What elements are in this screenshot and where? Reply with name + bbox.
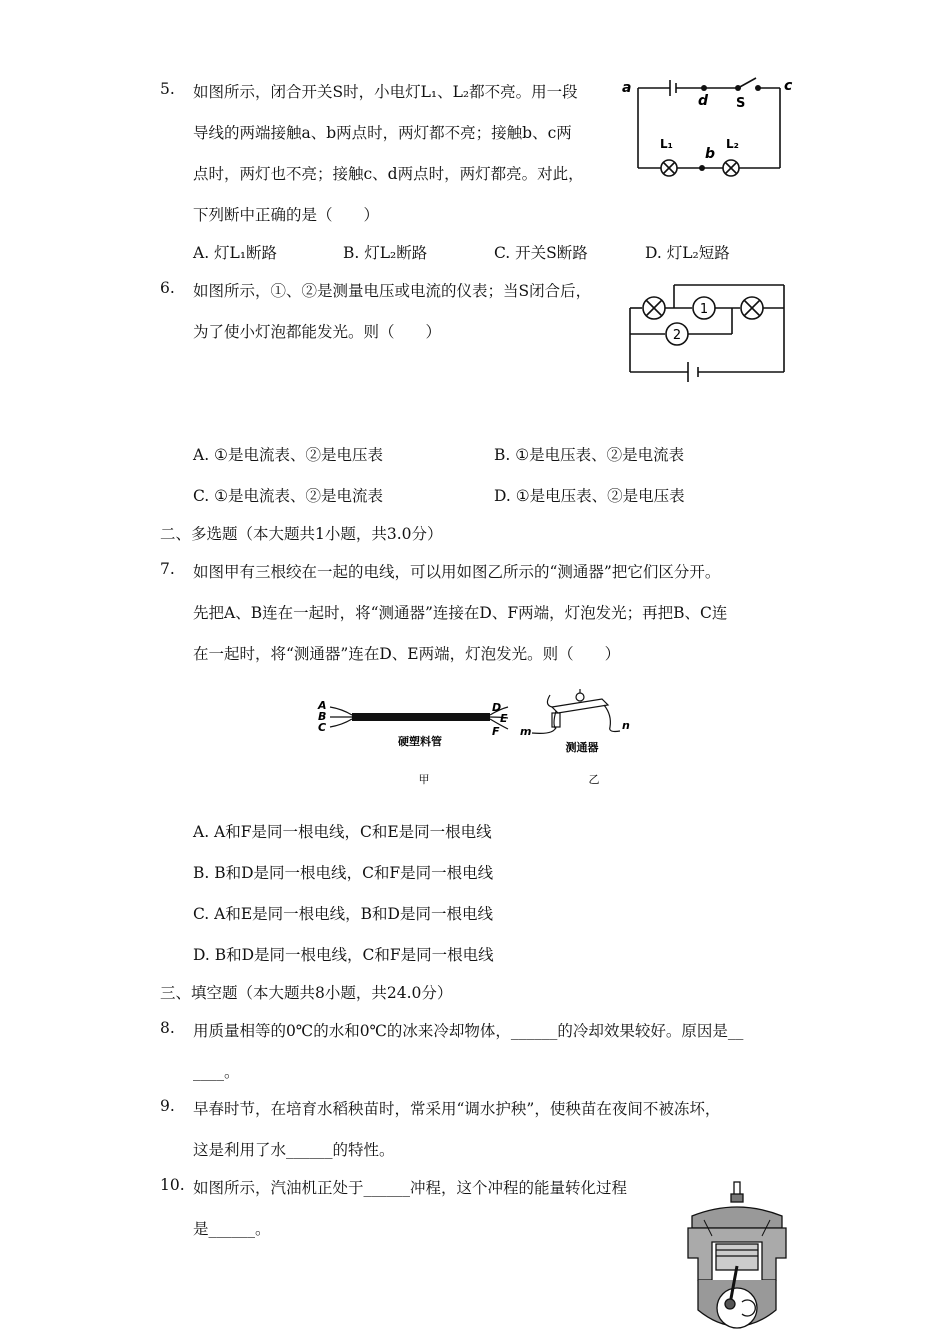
q6-meter-1-label: 1 [699,302,709,317]
q7-line-3: 在一起时，将“测通器”连在D、E两端，灯泡发光。则（ ） [193,645,621,663]
q6-meter-2-label: 2 [672,328,682,343]
q5-option-c: C. 开关S断路 [494,244,588,262]
q7-line-2: 先把A、B连在一起时，将“测通器”连接在D、F两端，灯泡发光；再把B、C连 [193,604,728,622]
q7-line-1: 如图甲有三根绞在一起的电线，可以用如图乙所示的“测通器”把它们区分开。 [193,563,721,581]
q7-wires-figure [312,685,652,790]
q7-label-F: F [492,725,500,738]
q9-line-2: 这是利用了水______的特性。 [193,1141,395,1159]
q5-option-b: B. 灯L₂断路 [343,244,428,262]
q5-circuit-diagram [618,70,798,185]
q7-number: 7. [160,560,175,578]
q5-line-1: 如图所示，闭合开关S时，小电灯L₁、L₂都不亮。用一段 [193,83,578,101]
q7-label-jia: 甲 [418,773,430,786]
section-3-heading: 三、填空题（本大题共8小题，共24.0分） [160,984,453,1002]
q9-number: 9. [160,1097,175,1115]
q7-label-yi: 乙 [588,773,600,786]
q10-line-1: 如图所示，汽油机正处于______冲程，这个冲程的能量转化过程 [193,1179,628,1197]
section-2-heading: 二、多选题（本大题共1小题，共3.0分） [160,525,443,543]
q7-option-d: D. B和D是同一根电线，C和F是同一根电线 [193,946,494,964]
q5-label-a: a [622,80,632,96]
q7-label-n: n [622,719,630,732]
q7-pipe-label: 硬塑料管 [398,735,442,748]
q6-line-2: 为了使小灯泡都能发光。则（ ） [193,323,442,341]
q6-option-b: B. ①是电压表、②是电流表 [494,446,685,464]
q6-option-c: C. ①是电流表、②是电流表 [193,487,384,505]
q6-line-1: 如图所示，①、②是测量电压或电流的仪表；当S闭合后， [193,282,592,300]
q5-line-2: 导线的两端接触a、b两点时，两灯都不亮；接触b、c两 [193,124,572,142]
q6-option-d: D. ①是电压表、②是电压表 [494,487,685,505]
q5-option-a: A. 灯L₁断路 [193,244,278,262]
q7-label-C: C [318,721,327,734]
q9-line-1: 早春时节，在培育水稻秧苗时，常采用“调水护秧”，使秧苗在夜间不被冻坏， [193,1100,721,1118]
q10-engine-figure [682,1180,792,1340]
q7-label-B: B [318,710,327,723]
q6-option-a: A. ①是电流表、②是电压表 [193,446,383,464]
q10-number: 10. [160,1176,185,1194]
q5-number: 5. [160,80,175,98]
q8-line-2: ____。 [193,1063,240,1081]
q6-circuit-diagram [622,280,792,385]
q7-label-m: m [520,725,532,738]
q5-label-d: d [698,93,709,109]
q5-option-d: D. 灯L₂短路 [645,244,730,262]
q7-option-a: A. A和F是同一根电线，C和E是同一根电线 [193,823,492,841]
q10-line-2: 是______。 [193,1220,271,1238]
q8-number: 8. [160,1019,175,1037]
q5-label-l1: L₁ [660,137,673,151]
q7-tester-label: 测通器 [565,741,599,754]
q5-label-s: S [736,96,746,111]
q7-option-b: B. B和D是同一根电线，C和F是同一根电线 [193,864,494,882]
q7-label-A: A [318,699,327,712]
q7-label-E: E [500,712,508,725]
q5-label-l2: L₂ [726,137,739,151]
q7-option-c: C. A和E是同一根电线，B和D是同一根电线 [193,905,493,923]
q5-line-4: 下列断中正确的是（ ） [193,206,380,224]
q5-line-3: 点时，两灯也不亮；接触c、d两点时，两灯都亮。对此， [193,165,584,183]
q7-label-D: D [492,701,502,714]
q5-label-b: b [705,146,716,162]
q8-line-1: 用质量相等的0℃的水和0℃的冰来冷却物体，______的冷却效果较好。原因是__ [193,1022,744,1040]
q5-label-c: c [784,78,793,94]
q6-number: 6. [160,279,175,297]
